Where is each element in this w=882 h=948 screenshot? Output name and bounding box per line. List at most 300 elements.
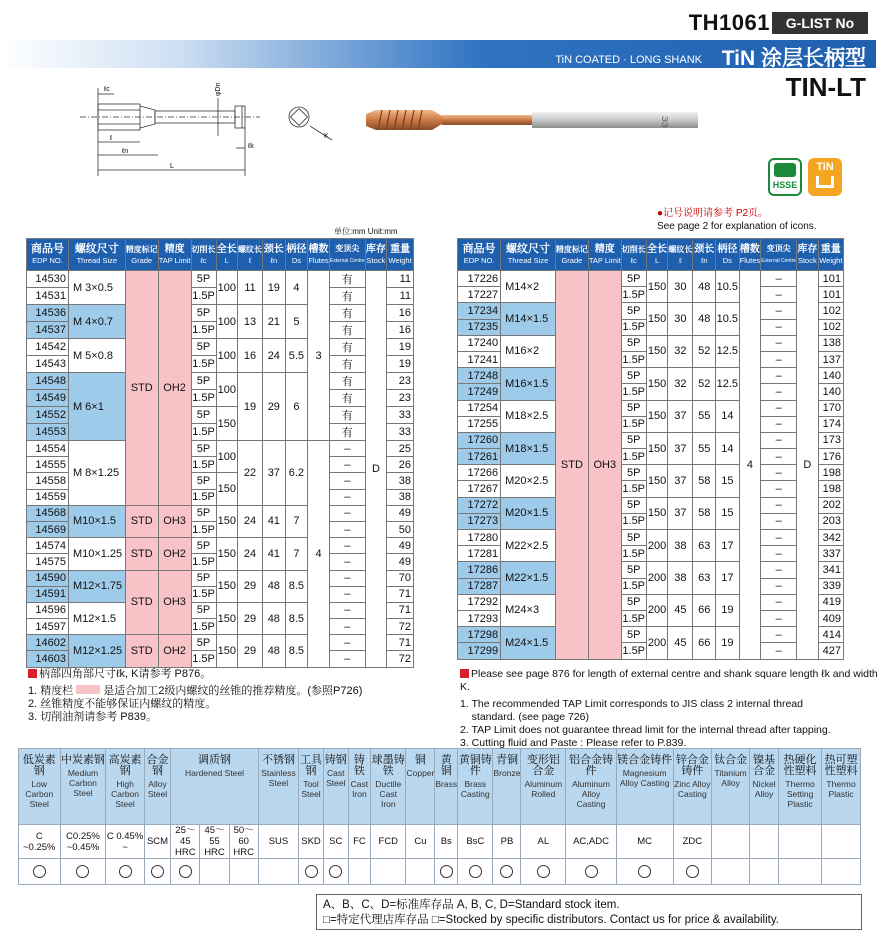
- spec-table-left: [26, 238, 414, 668]
- tap-limit-cell: OH3: [588, 271, 621, 660]
- shank-dia-cell: 8.5: [285, 602, 308, 634]
- material-header: [616, 749, 673, 825]
- external-centre-cell: –: [761, 416, 797, 432]
- weight-cell: 72: [387, 651, 414, 667]
- chamfer-cell: 1.5P: [621, 287, 646, 303]
- chamfer-cell: 5P: [191, 373, 216, 390]
- overall-length-cell: 200: [646, 627, 668, 659]
- external-centre-cell: –: [761, 303, 797, 319]
- weight-cell: 101: [818, 287, 843, 303]
- weight-cell: 71: [387, 602, 414, 618]
- catalog-code: TH1061: [688, 10, 770, 35]
- external-centre-cell: –: [329, 441, 365, 457]
- shank-dia-cell: 7: [285, 538, 308, 570]
- suitability-mark: [323, 859, 348, 885]
- external-centre-cell: 有: [329, 322, 365, 339]
- chamfer-cell: 5P: [191, 271, 216, 288]
- table-row: [458, 562, 844, 578]
- table-row: [458, 627, 844, 643]
- col-ds: 柄径 Ds: [285, 239, 308, 271]
- material-name-zh: 调质钢: [197, 754, 231, 766]
- L-label: L: [170, 163, 174, 170]
- material-name-zh: 变形铝合金: [526, 754, 560, 777]
- thread-length-cell: 22: [238, 441, 263, 506]
- material-header: [171, 749, 259, 825]
- edp-cell: 14531: [27, 288, 69, 305]
- weight-cell: 50: [387, 521, 414, 537]
- material-name-en: Thermo Plastic: [826, 779, 856, 799]
- thread-length-cell: 38: [668, 530, 693, 562]
- material-header: [822, 749, 861, 825]
- neck-length-cell: 66: [693, 594, 716, 626]
- chamfer-cell: 1.5P: [191, 651, 216, 667]
- external-centre-cell: –: [329, 635, 365, 651]
- weight-cell: 140: [818, 384, 843, 400]
- chamfer-cell: 5P: [621, 400, 646, 416]
- external-centre-cell: –: [761, 449, 797, 465]
- edp-cell: 14590: [27, 570, 69, 586]
- material-name-en: Ductile Cast Iron: [375, 779, 402, 809]
- note-1b-en: standard. (see page 726): [460, 711, 589, 723]
- material-name-en: Thermo Setting Plastic: [785, 779, 815, 809]
- weight-cell: 198: [818, 481, 843, 497]
- thread-size-cell: M 6×1: [68, 373, 125, 441]
- edp-cell: 17298: [458, 627, 501, 643]
- thread-length-cell: 16: [238, 339, 263, 373]
- material-code: C 0.45% ~: [106, 825, 144, 859]
- external-centre-cell: –: [761, 562, 797, 578]
- weight-cell: 337: [818, 546, 843, 562]
- material-code: FCD: [371, 825, 406, 859]
- col-l: 螺纹长 ℓ: [668, 239, 693, 271]
- material-name-zh: 镁合金铸件: [617, 754, 673, 766]
- neck-length-cell: 48: [693, 303, 716, 335]
- chamfer-cell: 5P: [191, 635, 216, 651]
- shank-dia-cell: 5.5: [285, 339, 308, 373]
- suitable-circle-icon: [119, 865, 132, 878]
- edp-cell: 14558: [27, 473, 69, 489]
- suitability-mark: [348, 859, 370, 885]
- edp-cell: 17227: [458, 287, 501, 303]
- table-row: [458, 400, 844, 416]
- material-header: [521, 749, 566, 825]
- legend-distributor: □=特定代理店库存品 □=Stocked by specific distributors. Contact us for price & availability.: [323, 914, 779, 926]
- weight-cell: 23: [387, 373, 414, 390]
- note-1: 1. 精度栏 是适合加工2级内螺纹的丝锥的推荐精度。(参照P726): [28, 685, 363, 697]
- edp-cell: 14530: [27, 271, 69, 288]
- material-name-zh: 铸钢: [324, 754, 347, 766]
- external-centre-cell: –: [761, 610, 797, 626]
- material-header: [371, 749, 406, 825]
- external-centre-cell: –: [761, 319, 797, 335]
- header-subtitle: TiN COATED · LONG SHANK: [555, 54, 702, 66]
- weight-cell: 419: [818, 594, 843, 610]
- suitability-mark: [458, 859, 493, 885]
- external-centre-cell: –: [761, 335, 797, 351]
- external-centre-cell: –: [761, 530, 797, 546]
- dn-label: φDn: [215, 82, 222, 96]
- table-row: [27, 373, 414, 390]
- edp-cell: 17287: [458, 578, 501, 594]
- suitable-circle-icon: [151, 865, 164, 878]
- suitability-mark: [673, 859, 712, 885]
- material-name-zh: 铸铁: [353, 754, 365, 777]
- thread-size-cell: M22×1.5: [501, 562, 556, 594]
- shank-dia-cell: 6.2: [285, 441, 308, 506]
- edp-cell: 17293: [458, 610, 501, 626]
- overall-length-cell: 150: [216, 505, 238, 537]
- external-centre-cell: –: [761, 271, 797, 287]
- external-centre-cell: 有: [329, 305, 365, 322]
- thread-size-cell: M10×1.25: [68, 538, 125, 570]
- table-row: [458, 368, 844, 384]
- suitability-mark: [566, 859, 617, 885]
- suitability-mark: [299, 859, 324, 885]
- external-centre-cell: –: [329, 651, 365, 667]
- table-row: [458, 303, 844, 319]
- weight-cell: 49: [387, 554, 414, 570]
- table-row: [458, 271, 844, 287]
- material-name-zh: 青铜: [495, 754, 518, 766]
- col-ds: 柄径 Ds: [716, 239, 739, 271]
- chamfer-cell: 1.5P: [621, 546, 646, 562]
- suitability-mark: [822, 859, 861, 885]
- material-name-en: Low Carbon Steel: [25, 779, 54, 809]
- overall-length-cell: 200: [646, 594, 668, 626]
- external-centre-cell: –: [761, 368, 797, 384]
- weight-cell: 342: [818, 530, 843, 546]
- edp-cell: 14568: [27, 505, 69, 521]
- material-name-en: Medium Carbon Steel: [67, 768, 99, 798]
- edp-cell: 14537: [27, 322, 69, 339]
- chamfer-cell: 1.5P: [621, 481, 646, 497]
- suitable-circle-icon: [585, 865, 598, 878]
- edp-cell: 14596: [27, 602, 69, 618]
- shank-dia-cell: 15: [716, 497, 739, 529]
- external-centre-cell: –: [761, 287, 797, 303]
- thread-length-cell: 37: [668, 432, 693, 464]
- overall-length-cell: 100: [216, 373, 238, 407]
- col-tap: 精度 TAP Limit: [158, 239, 191, 271]
- table-row: [27, 305, 414, 322]
- col-ln: 颈长 ℓn: [263, 239, 286, 271]
- edp-cell: 17286: [458, 562, 501, 578]
- edp-cell: 14591: [27, 586, 69, 602]
- external-centre-cell: –: [761, 432, 797, 448]
- chamfer-cell: 5P: [621, 335, 646, 351]
- external-centre-cell: –: [329, 602, 365, 618]
- icon-explanation: ●记号说明请参考 P2页。 See page 2 for explanation of icons.: [657, 208, 817, 232]
- thread-size-cell: M20×1.5: [501, 497, 556, 529]
- col-ln: 颈长 ℓn: [693, 239, 716, 271]
- note-2: 2. 丝锥精度不能够保证内螺纹的精度。: [28, 698, 217, 710]
- table-header: [27, 239, 414, 271]
- edp-cell: 14552: [27, 407, 69, 424]
- material-name-en: Stainless Steel: [261, 768, 296, 788]
- weight-cell: 70: [387, 570, 414, 586]
- note-3: 3. 切削油剂请参考 P839。: [28, 711, 157, 723]
- material-code: FC: [348, 825, 370, 859]
- thread-length-cell: 37: [668, 400, 693, 432]
- material-name-zh: 镍基合金: [753, 754, 776, 777]
- stock-cell: D: [797, 271, 819, 660]
- grade-cell: STD: [125, 271, 158, 506]
- material-header: [406, 749, 435, 825]
- external-centre-cell: –: [761, 513, 797, 529]
- external-centre-cell: –: [761, 578, 797, 594]
- shank-dia-cell: 8.5: [285, 635, 308, 667]
- material-header: [19, 749, 61, 825]
- chamfer-cell: 5P: [191, 407, 216, 424]
- col-grade: 精度标记 Grade: [555, 239, 588, 271]
- table-row: [27, 339, 414, 356]
- external-centre-cell: –: [329, 473, 365, 489]
- overall-length-cell: 150: [216, 602, 238, 634]
- weight-cell: 198: [818, 465, 843, 481]
- grade-cell: STD: [125, 570, 158, 635]
- edp-cell: 14553: [27, 424, 69, 441]
- chamfer-cell: 5P: [191, 441, 216, 457]
- material-header: [712, 749, 750, 825]
- material-name-zh: 低炭素钢: [22, 754, 56, 777]
- chamfer-cell: 1.5P: [621, 351, 646, 367]
- weight-cell: 19: [387, 339, 414, 356]
- material-code: SCM: [144, 825, 170, 859]
- overall-length-cell: 150: [646, 465, 668, 497]
- col-edp: 商品号 EDP NO.: [27, 239, 69, 271]
- material-code: Bs: [435, 825, 458, 859]
- thread-size-cell: M18×1.5: [501, 432, 556, 464]
- chamfer-cell: 1.5P: [191, 288, 216, 305]
- thread-size-cell: M20×2.5: [501, 465, 556, 497]
- material-code: C0.25% ~0.45%: [60, 825, 106, 859]
- material-code: PB: [493, 825, 521, 859]
- col-l: 螺纹长 ℓ: [238, 239, 263, 271]
- weight-cell: 339: [818, 578, 843, 594]
- thread-size-cell: M22×2.5: [501, 530, 556, 562]
- suitability-mark: [229, 859, 258, 885]
- chamfer-cell: 5P: [621, 368, 646, 384]
- thread-size-cell: M 3×0.5: [68, 271, 125, 305]
- weight-cell: 72: [387, 619, 414, 635]
- thread-length-cell: 32: [668, 368, 693, 400]
- thread-length-cell: 37: [668, 465, 693, 497]
- chamfer-cell: 5P: [621, 530, 646, 546]
- material-name-zh: 铜: [414, 754, 426, 766]
- thread-length-cell: 24: [238, 538, 263, 570]
- neck-length-cell: 63: [693, 562, 716, 594]
- material-header: [258, 749, 298, 825]
- chamfer-cell: 1.5P: [191, 586, 216, 602]
- material-code: 45～55 HRC: [200, 825, 229, 859]
- weight-cell: 140: [818, 368, 843, 384]
- legend-standard: A、B、C、D=标准库存品 A, B, C, D=Standard stock item.: [323, 899, 620, 911]
- edp-cell: 17272: [458, 497, 501, 513]
- overall-length-cell: 150: [216, 570, 238, 602]
- thread-length-cell: 13: [238, 305, 263, 339]
- shank-dia-cell: 15: [716, 465, 739, 497]
- weight-cell: 176: [818, 449, 843, 465]
- thread-size-cell: M16×2: [501, 335, 556, 367]
- neck-length-cell: 66: [693, 627, 716, 659]
- weight-cell: 102: [818, 319, 843, 335]
- shank-dia-cell: 10.5: [716, 303, 739, 335]
- unit-label: 单位:mm Unit:mm: [334, 227, 398, 236]
- material-name-zh: 中炭素钢: [60, 754, 105, 766]
- neck-length-cell: 48: [263, 570, 286, 602]
- material-header: [750, 749, 779, 825]
- weight-cell: 11: [387, 288, 414, 305]
- thread-length-cell: 45: [668, 594, 693, 626]
- chamfer-cell: 5P: [191, 570, 216, 586]
- external-centre-cell: –: [329, 489, 365, 505]
- chamfer-cell: 1.5P: [621, 578, 646, 594]
- note-shank-en: Please see page 876 for length of external centre and shank square length ℓk and width K.: [460, 668, 878, 693]
- overall-length-cell: 150: [216, 407, 238, 441]
- material-code: BsC: [458, 825, 493, 859]
- material-badges: [768, 158, 848, 198]
- stock-cell: D: [365, 271, 387, 668]
- thread-length-cell: 30: [668, 303, 693, 335]
- material-name-zh: 黄铜: [440, 754, 452, 777]
- col-weight: 重量 Weight: [818, 239, 843, 271]
- weight-cell: 101: [818, 271, 843, 287]
- shank-dia-cell: 10.5: [716, 271, 739, 303]
- material-name-zh: 钛合金: [714, 754, 748, 766]
- neck-length-cell: 55: [693, 432, 716, 464]
- overall-length-cell: 100: [216, 305, 238, 339]
- suitability-mark: [521, 859, 566, 885]
- thread-size-cell: M18×2.5: [501, 400, 556, 432]
- edp-cell: 17281: [458, 546, 501, 562]
- neck-length-cell: 41: [263, 505, 286, 537]
- col-flutes: 槽数 Flutes: [308, 239, 330, 271]
- overall-length-cell: 150: [646, 497, 668, 529]
- flutes-cell: 4: [308, 441, 330, 668]
- note-3-en: 3. Cutting fluid and Paste : Please refer to P.839.: [460, 737, 687, 749]
- glist-badge: G-LIST No: [772, 12, 868, 34]
- edp-cell: 17241: [458, 351, 501, 367]
- edp-cell: 17266: [458, 465, 501, 481]
- material-name-en: Cast Steel: [326, 768, 346, 788]
- l-label: ℓ: [110, 135, 113, 142]
- external-centre-cell: 有: [329, 288, 365, 305]
- thread-length-cell: 19: [238, 373, 263, 441]
- thread-length-cell: 24: [238, 505, 263, 537]
- weight-cell: 33: [387, 407, 414, 424]
- external-centre-cell: –: [329, 538, 365, 554]
- material-code: [750, 825, 779, 859]
- chamfer-cell: 1.5P: [191, 356, 216, 373]
- edp-cell: 14555: [27, 457, 69, 473]
- edp-cell: 14559: [27, 489, 69, 505]
- chamfer-cell: 1.5P: [621, 610, 646, 626]
- chamfer-cell: 1.5P: [191, 390, 216, 407]
- shank-dia-cell: 17: [716, 530, 739, 562]
- thread-size-cell: M 5×0.8: [68, 339, 125, 373]
- material-header: [673, 749, 712, 825]
- col-thread: 螺纹尺寸 Thread Size: [501, 239, 556, 271]
- suitable-circle-icon: [686, 865, 699, 878]
- neck-length-cell: 48: [263, 635, 286, 667]
- table-header: [458, 239, 844, 271]
- external-centre-cell: 有: [329, 339, 365, 356]
- col-tap: 精度 TAP Limit: [588, 239, 621, 271]
- material-code: ZDC: [673, 825, 712, 859]
- suitability-mark: [779, 859, 822, 885]
- external-centre-cell: –: [329, 554, 365, 570]
- note-1-en: 1. The recommended TAP Limit corresponds to JIS class 2 internal thread: [460, 698, 803, 710]
- thread-length-cell: 30: [668, 271, 693, 303]
- table-row: [27, 602, 414, 618]
- header-title: TiN 涂层长柄型: [721, 47, 866, 70]
- stock-legend: [316, 894, 862, 930]
- chamfer-cell: 1.5P: [621, 513, 646, 529]
- external-centre-cell: –: [761, 627, 797, 643]
- neck-length-cell: 63: [693, 530, 716, 562]
- edp-cell: 17226: [458, 271, 501, 287]
- table-row: [458, 497, 844, 513]
- material-code: AL: [521, 825, 566, 859]
- overall-length-cell: 200: [646, 562, 668, 594]
- edp-cell: 17254: [458, 400, 501, 416]
- neck-length-cell: 21: [263, 305, 286, 339]
- edp-cell: 14554: [27, 441, 69, 457]
- material-name-en: Tool Steel: [301, 779, 321, 799]
- neck-length-cell: 58: [693, 497, 716, 529]
- material-header: [493, 749, 521, 825]
- overall-length-cell: 150: [646, 432, 668, 464]
- spec-table-right: [457, 238, 844, 660]
- neck-length-cell: 48: [263, 602, 286, 634]
- weight-cell: 427: [818, 643, 843, 659]
- edp-cell: 14543: [27, 356, 69, 373]
- material-name-en: Cast Iron: [350, 779, 369, 799]
- material-header: [299, 749, 324, 825]
- shank-dia-cell: 5: [285, 305, 308, 339]
- chamfer-cell: 1.5P: [621, 416, 646, 432]
- external-centre-cell: –: [329, 521, 365, 537]
- material-header: [566, 749, 617, 825]
- chamfer-cell: 5P: [621, 562, 646, 578]
- external-centre-cell: 有: [329, 424, 365, 441]
- weight-cell: 203: [818, 513, 843, 529]
- material-name-zh: 球墨铸铁: [371, 754, 405, 777]
- table-row: [458, 594, 844, 610]
- edp-cell: 17240: [458, 335, 501, 351]
- weight-cell: 25: [387, 441, 414, 457]
- suitability-mark: [712, 859, 750, 885]
- material-header: [144, 749, 170, 825]
- overall-length-cell: 150: [646, 368, 668, 400]
- chamfer-cell: 5P: [191, 473, 216, 489]
- chamfer-cell: 5P: [621, 303, 646, 319]
- external-centre-cell: –: [761, 351, 797, 367]
- flutes-cell: 4: [739, 271, 761, 660]
- chamfer-cell: 5P: [621, 497, 646, 513]
- material-header: [323, 749, 348, 825]
- weight-cell: 16: [387, 305, 414, 322]
- external-centre-cell: 有: [329, 356, 365, 373]
- neck-length-cell: 55: [693, 400, 716, 432]
- tap-limit-cell: OH3: [158, 505, 191, 537]
- edp-cell: 17299: [458, 643, 501, 659]
- thread-length-cell: 38: [668, 562, 693, 594]
- edp-cell: 14549: [27, 390, 69, 407]
- suitable-circle-icon: [305, 865, 318, 878]
- weight-cell: 71: [387, 635, 414, 651]
- col-lc: 切削长 ℓc: [191, 239, 216, 271]
